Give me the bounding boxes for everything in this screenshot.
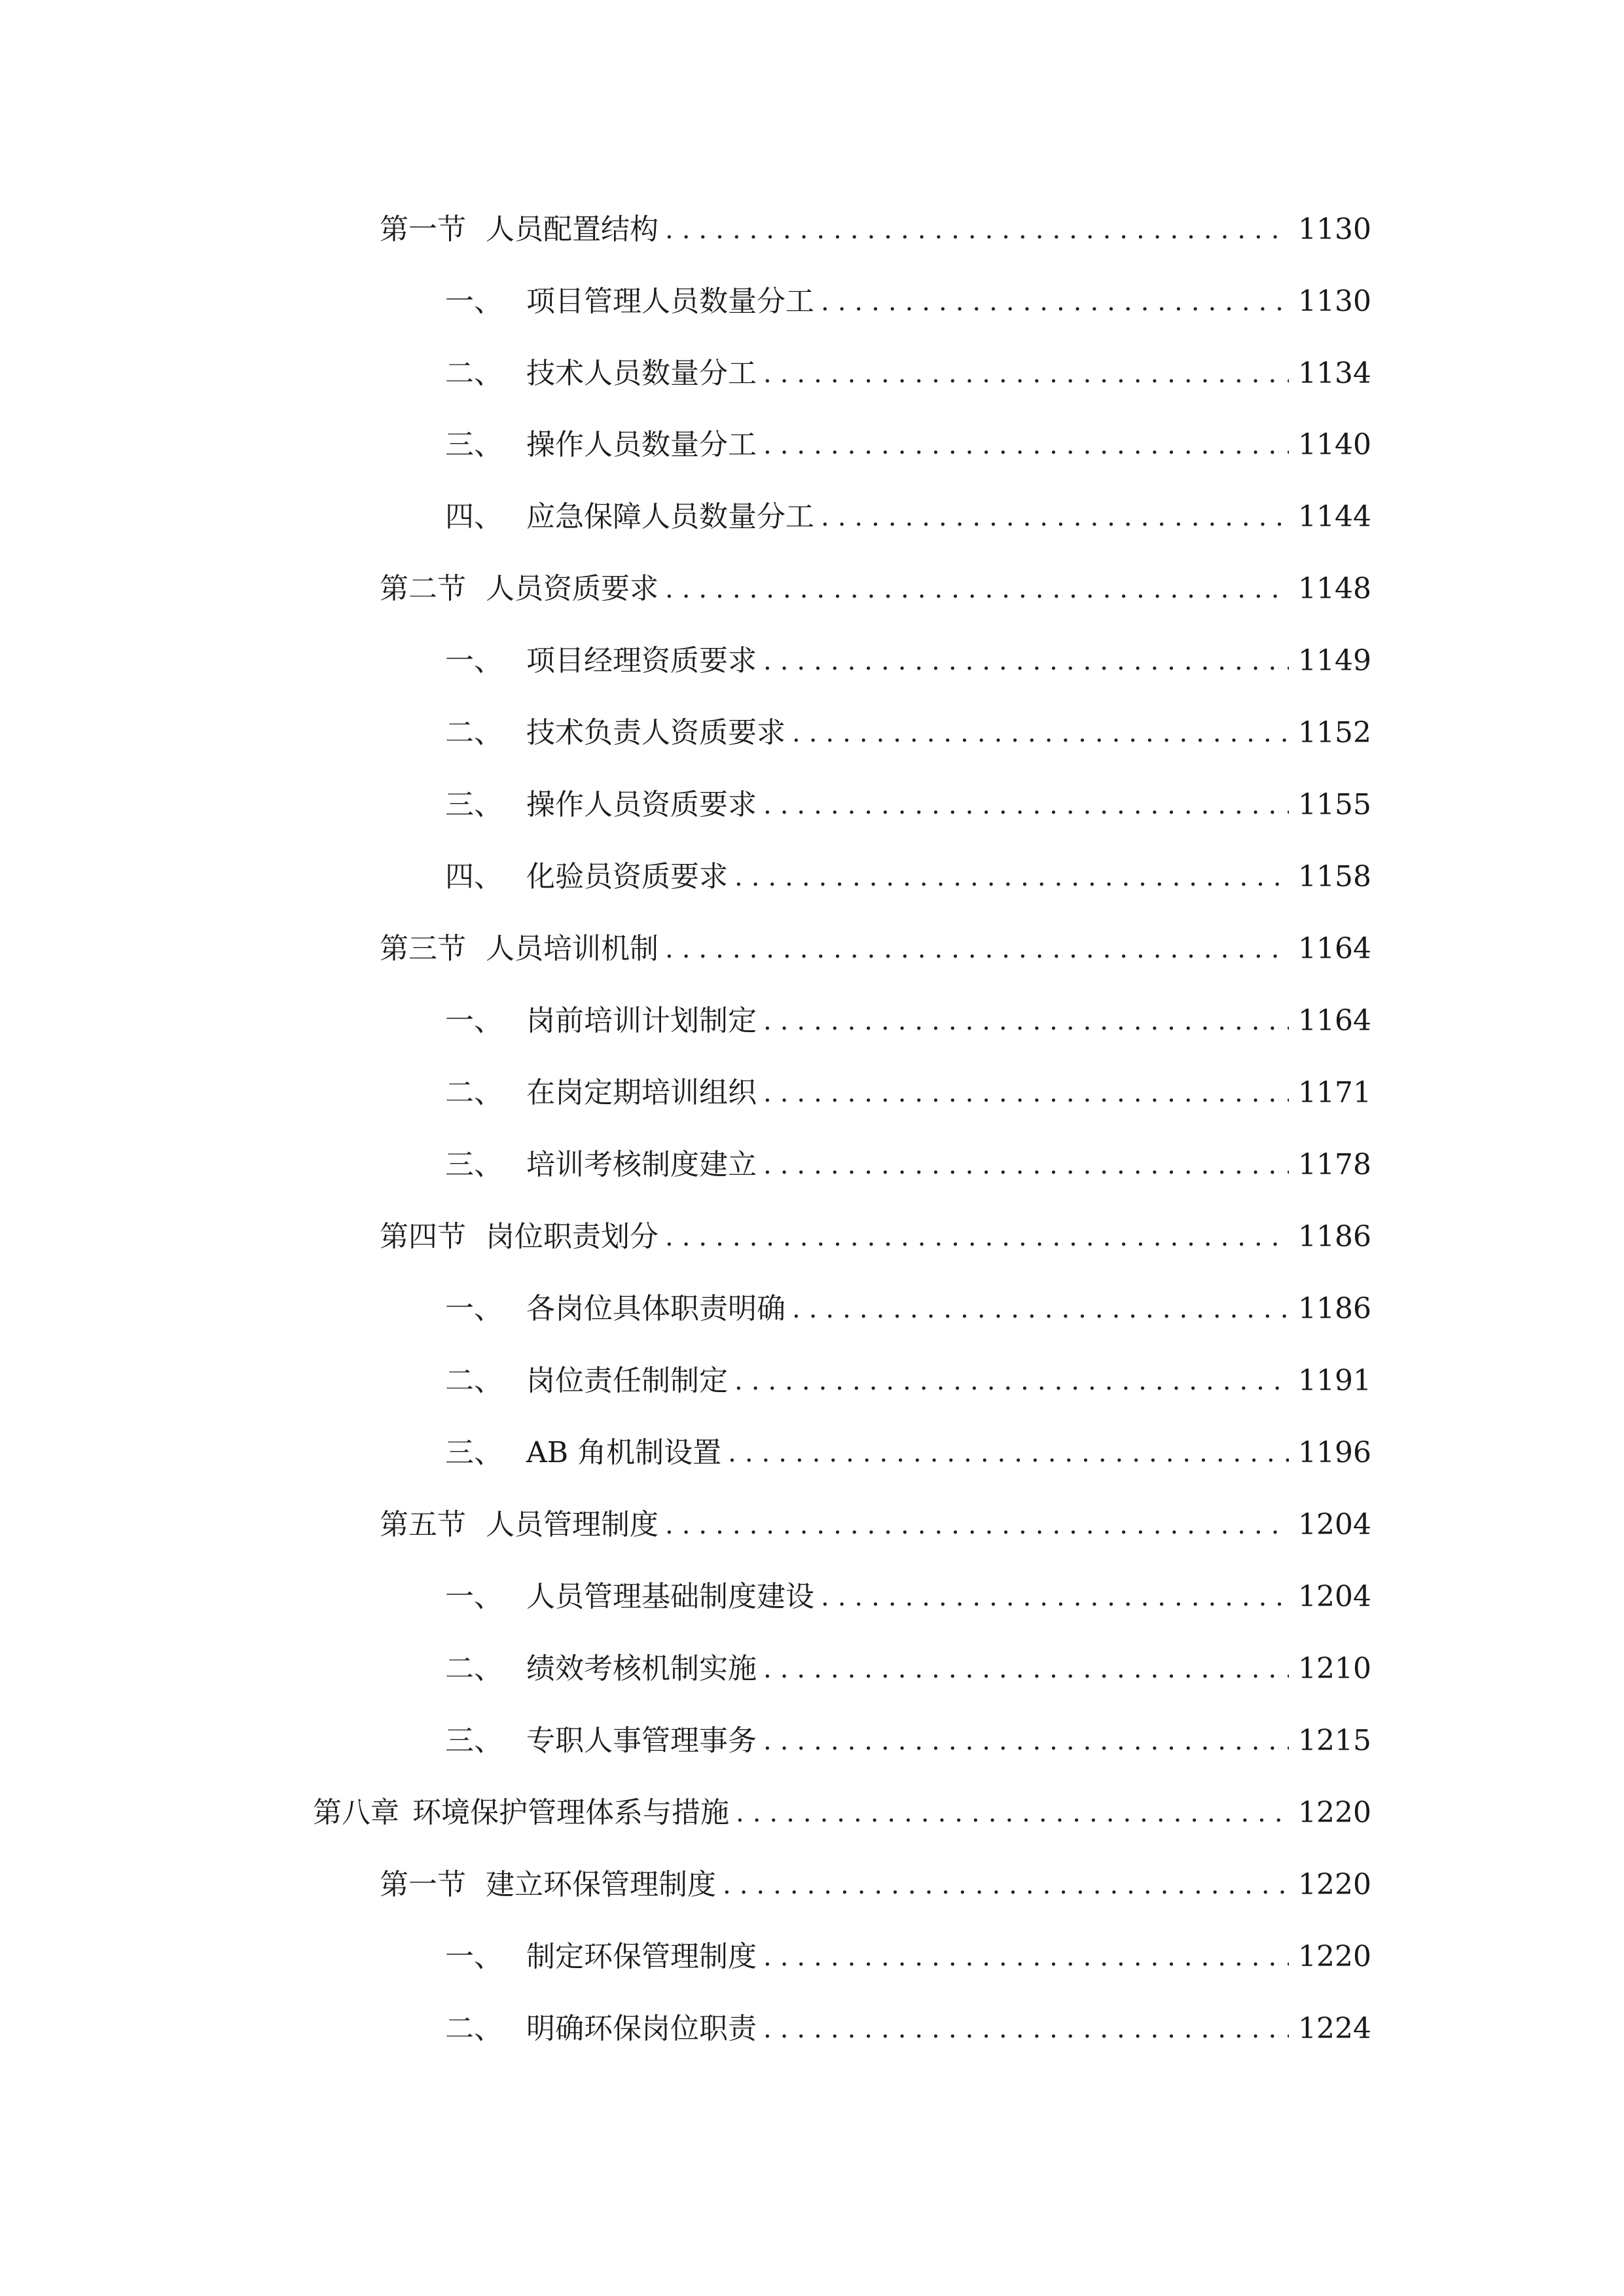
toc-entry-item[interactable] xyxy=(445,422,1371,468)
toc-title: 技术人员数量分工 xyxy=(526,357,757,390)
toc-number: 第五节 xyxy=(380,1508,466,1541)
toc-page-number: 1155 xyxy=(1298,788,1371,821)
toc-number: 一、 xyxy=(445,1940,503,1973)
toc-title: 绩效考核机制实施 xyxy=(526,1652,757,1685)
dot-leader xyxy=(821,1574,1289,1620)
toc-page-number: 1178 xyxy=(1298,1148,1371,1181)
dot-leader xyxy=(763,1718,1289,1764)
toc-title: 操作人员数量分工 xyxy=(526,428,757,461)
toc-page-number: 1152 xyxy=(1298,716,1371,749)
toc-number: 三、 xyxy=(445,1148,503,1181)
toc-number: 二、 xyxy=(445,716,503,749)
toc-title: 岗前培训计划制定 xyxy=(526,1004,757,1037)
toc-number: 第二节 xyxy=(380,572,466,605)
toc-page-number: 1191 xyxy=(1298,1364,1371,1397)
toc-title: 项目经理资质要求 xyxy=(526,644,757,677)
dot-leader xyxy=(763,998,1289,1044)
dot-leader xyxy=(763,782,1289,828)
toc-title: 人员培训机制 xyxy=(486,932,659,965)
toc-number: 一、 xyxy=(445,1292,503,1325)
toc-page-number: 1130 xyxy=(1298,285,1371,318)
toc-title: 项目管理人员数量分工 xyxy=(526,285,814,318)
dot-leader xyxy=(763,1142,1289,1188)
dot-leader xyxy=(763,422,1289,468)
toc-entry-item[interactable] xyxy=(445,998,1371,1044)
toc-page-number: 1210 xyxy=(1298,1652,1371,1685)
toc-title: 人员管理制度 xyxy=(486,1508,659,1541)
toc-entry-item[interactable] xyxy=(445,351,1371,397)
dot-leader xyxy=(734,1358,1289,1404)
dot-leader xyxy=(665,566,1289,612)
toc-entry-item[interactable] xyxy=(445,1142,1371,1188)
toc-page-number: 1164 xyxy=(1298,932,1371,965)
dot-leader xyxy=(763,1070,1289,1116)
toc-page-number: 1144 xyxy=(1298,500,1371,533)
toc-number: 一、 xyxy=(445,644,503,677)
toc-title: 建立环保管理制度 xyxy=(486,1868,716,1901)
toc-title: 人员资质要求 xyxy=(486,572,659,605)
toc-title: 岗位责任制制定 xyxy=(526,1364,728,1397)
toc-title: 专职人事管理事务 xyxy=(526,1724,757,1757)
toc-entry-section-1-1[interactable] xyxy=(380,207,1371,253)
toc-number: 第八章 xyxy=(313,1796,399,1829)
toc-page-number: 1140 xyxy=(1298,428,1371,461)
toc-number: 一、 xyxy=(445,1004,503,1037)
toc-number: 二、 xyxy=(445,1652,503,1685)
toc-entry-item[interactable] xyxy=(445,854,1371,900)
toc-page-number: 1158 xyxy=(1298,860,1371,893)
toc-title: 操作人员资质要求 xyxy=(526,788,757,821)
toc-entry-item[interactable] xyxy=(445,2006,1371,2052)
toc-entry-item[interactable] xyxy=(445,1934,1371,1980)
toc-page-number: 1186 xyxy=(1298,1292,1371,1325)
toc-number: 三、 xyxy=(445,428,503,461)
toc-entry-item[interactable] xyxy=(445,1070,1371,1116)
toc-number: 第一节 xyxy=(380,213,466,246)
toc-number: 三、 xyxy=(445,1436,503,1469)
toc-page-number: 1171 xyxy=(1298,1076,1371,1109)
toc-title: AB 角机制设置 xyxy=(526,1436,722,1469)
toc-page-number: 1186 xyxy=(1298,1220,1371,1253)
toc-title: 人员管理基础制度建设 xyxy=(526,1580,814,1613)
toc-page-number: 1215 xyxy=(1298,1724,1371,1757)
toc-entry-item[interactable] xyxy=(445,1430,1371,1476)
toc-title: 制定环保管理制度 xyxy=(526,1940,757,1973)
toc-title: 明确环保岗位职责 xyxy=(526,2012,757,2045)
toc-entry-item[interactable] xyxy=(445,710,1371,756)
dot-leader xyxy=(665,207,1289,253)
toc-page-number: 1148 xyxy=(1298,572,1371,605)
dot-leader xyxy=(763,638,1289,684)
toc-entry-item[interactable] xyxy=(445,638,1371,684)
dot-leader xyxy=(821,494,1289,540)
dot-leader xyxy=(792,710,1289,756)
toc-page-number: 1134 xyxy=(1298,357,1371,390)
toc-number: 二、 xyxy=(445,357,503,390)
toc-title: 各岗位具体职责明确 xyxy=(526,1292,785,1325)
toc-entry-item[interactable] xyxy=(445,494,1371,540)
toc-entry-item[interactable] xyxy=(445,782,1371,828)
toc-entry-item[interactable] xyxy=(445,1358,1371,1404)
toc-entry-section-8-1[interactable] xyxy=(380,1862,1371,1908)
toc-number: 二、 xyxy=(445,1364,503,1397)
dot-leader xyxy=(728,1430,1289,1476)
dot-leader xyxy=(763,2006,1289,2052)
toc-number: 第一节 xyxy=(380,1868,466,1901)
toc-page-number: 1220 xyxy=(1298,1940,1371,1973)
dot-leader xyxy=(736,1790,1289,1836)
toc-page-number: 1130 xyxy=(1298,213,1371,246)
dot-leader xyxy=(665,926,1289,972)
dot-leader xyxy=(763,351,1289,397)
toc-number: 四、 xyxy=(445,500,503,533)
toc-entry-chapter-8[interactable] xyxy=(313,1790,1371,1836)
toc-number: 三、 xyxy=(445,1724,503,1757)
toc-number: 四、 xyxy=(445,860,503,893)
toc-number: 二、 xyxy=(445,1076,503,1109)
dot-leader xyxy=(734,854,1289,900)
dot-leader xyxy=(792,1286,1289,1332)
toc-entry-item[interactable] xyxy=(445,1718,1371,1764)
toc-entry-item[interactable] xyxy=(445,1286,1371,1332)
dot-leader xyxy=(665,1214,1289,1260)
dot-leader xyxy=(821,279,1289,325)
toc-title: 应急保障人员数量分工 xyxy=(526,500,814,533)
toc-entry-item[interactable] xyxy=(445,1646,1371,1692)
dot-leader xyxy=(665,1502,1289,1548)
toc-number: 二、 xyxy=(445,2012,503,2045)
toc-page-number: 1220 xyxy=(1298,1796,1371,1829)
toc-entry-section-1-5[interactable] xyxy=(380,1502,1371,1548)
toc-entry-item[interactable] xyxy=(445,279,1371,325)
toc-title: 技术负责人资质要求 xyxy=(526,716,785,749)
dot-leader xyxy=(723,1862,1289,1908)
toc-entry-item[interactable] xyxy=(445,1574,1371,1620)
toc-title: 培训考核制度建立 xyxy=(526,1148,757,1181)
toc-page-number: 1224 xyxy=(1298,2012,1371,2045)
toc-entry-section-1-4[interactable] xyxy=(380,1214,1371,1260)
toc-entry-section-1-2[interactable] xyxy=(380,566,1371,612)
toc-number: 第四节 xyxy=(380,1220,466,1253)
toc-title: 环境保护管理体系与措施 xyxy=(412,1796,729,1829)
toc-title: 岗位职责划分 xyxy=(486,1220,659,1253)
toc-page-number: 1196 xyxy=(1298,1436,1371,1469)
toc-page-number: 1204 xyxy=(1298,1508,1371,1541)
toc-number: 三、 xyxy=(445,788,503,821)
toc-number: 一、 xyxy=(445,1580,503,1613)
toc-page-number: 1220 xyxy=(1298,1868,1371,1901)
toc-title: 在岗定期培训组织 xyxy=(526,1076,757,1109)
toc-page-number: 1149 xyxy=(1298,644,1371,677)
dot-leader xyxy=(763,1934,1289,1980)
toc-page-number: 1204 xyxy=(1298,1580,1371,1613)
toc-page-number: 1164 xyxy=(1298,1004,1371,1037)
toc-number: 一、 xyxy=(445,285,503,318)
dot-leader xyxy=(763,1646,1289,1692)
toc-entry-section-1-3[interactable] xyxy=(380,926,1371,972)
toc-title: 化验员资质要求 xyxy=(526,860,728,893)
toc-number: 第三节 xyxy=(380,932,466,965)
toc-title: 人员配置结构 xyxy=(486,213,659,246)
